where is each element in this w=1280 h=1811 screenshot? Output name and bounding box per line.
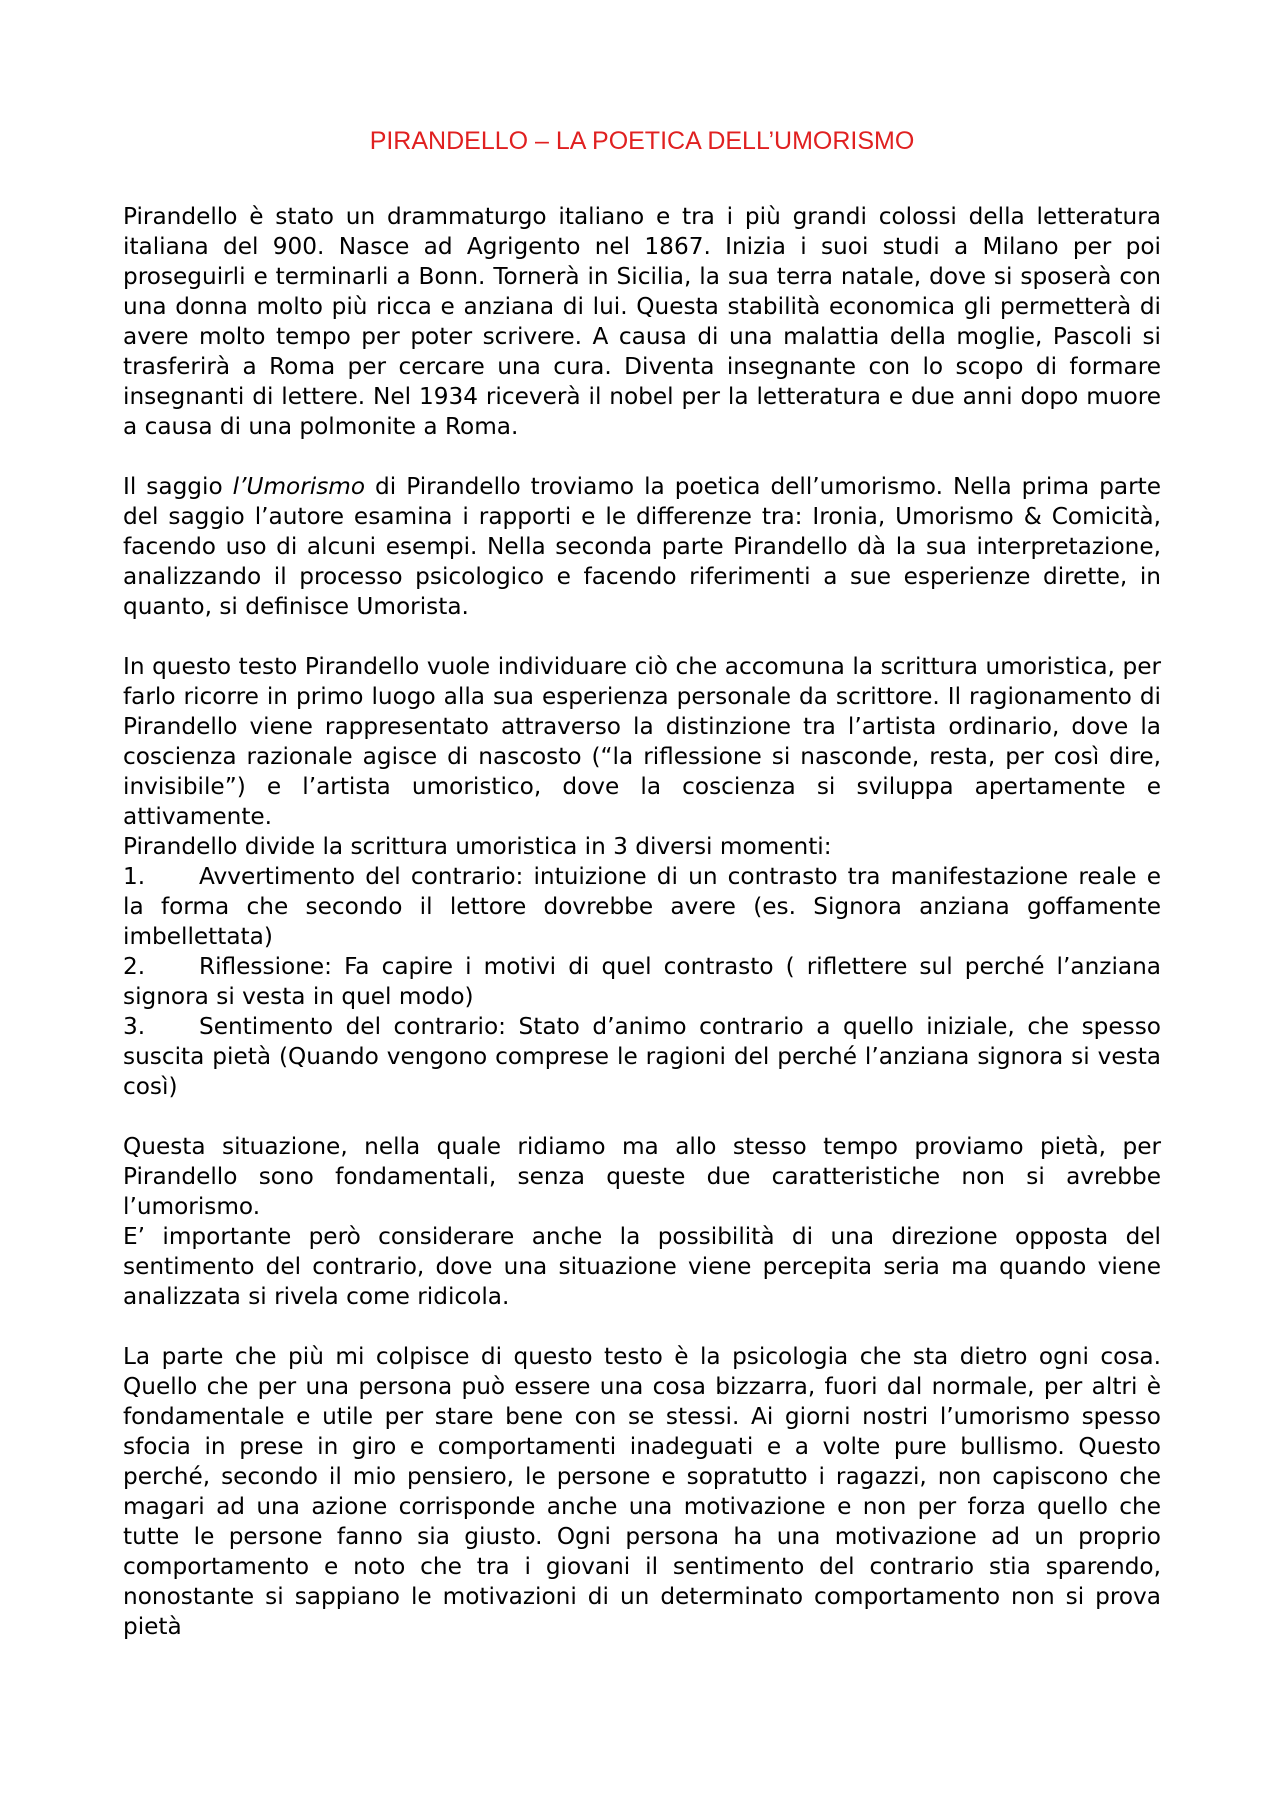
paragraph-analysis: In questo testo Pirandello vuole individuare ciò che accomuna la scrittura umoristica, per farlo ricorre in primo luogo alla sua esperienza personale da scrittore. Il ragionamento di Pirandello viene rappresentato attraverso la distinzione tra l’artista ordinario, dove la coscienza razionale agisce di nascosto (“la riflessione si nasconde, resta, per così dire, invisibile”) e l’artista umoristico, dove la coscienza si sviluppa apertamente e attivamente. — [123, 653, 1161, 830]
document-title: PIRANDELLO – LA POETICA DELL’UMORISMO — [369, 127, 915, 155]
list-item-number: 2. — [123, 953, 146, 980]
list-item — [123, 1012, 1161, 1102]
paragraph-personal-opinion: La parte che più mi colpisce di questo testo è la psicologia che sta dietro ogni cosa. Quello che per una persona può essere una cosa bizzarra, fuori dal normale, per altri è fondamentale e utile per stare bene con se stessi. Ai giorni nostri l’umorismo spesso sfocia in prese in giro e comportamenti inadeguati e a volte pure bullismo. Questo perché, secondo il mio pensiero, le persone e sopratutto i ragazzi, non capiscono che magari ad una azione corrisponde anche una motivazione e non per forza quello che tutte le persone fanno sia giusto. Ogni persona ha una motivazione ad un proprio comportamento e noto che tra i giovani il sentimento del contrario stia sparendo, nonostante si sappiano le motivazioni di un determinato comportamento non si prova pietà — [123, 1343, 1161, 1640]
essay-intro-after: di Pirandello troviamo la poetica dell’umorismo. Nella prima parte del saggio l’autore esamina i rapporti e le differenze tra: Ironia, Umorismo & Comicità, facendo uso di alcuni esempi. Nella seconda parte Pirandello dà la sua interpretazione, analizzando il processo psicologico e facendo riferimenti a sue esperienze dirette, in quanto, si definisce Umorista. — [123, 473, 1161, 620]
paragraph-biography: Pirandello è stato un drammaturgo italiano e tra i più grandi colossi della letteratura italiana del 900. Nasce ad Agrigento nel 1867. Inizia i suoi studi a Milano per poi proseguirli e terminarli a Bonn. Tornerà in Sicilia, la sua terra natale, dove si sposerà con una donna molto più ricca e anziana di lui. Questa stabilità economica gli permetterà di avere molto tempo per poter scrivere. A causa di una malattia della moglie, Pascoli si trasferirà a Roma per cercare una cura. Diventa insegnante con lo scopo di formare insegnanti di lettere. Nel 1934 riceverà il nobel per la letteratura e due anni dopo muore a causa di una polmonite a Roma. — [123, 203, 1161, 440]
moments-list — [123, 862, 1161, 1102]
list-item-text: Sentimento del contrario: Stato d’animo contrario a quello iniziale, che spesso suscita pietà (Quando vengono comprese le ragioni del perché l’anziana signora si vesta così) — [123, 1013, 1161, 1100]
paragraph-gap — [123, 442, 1161, 472]
list-item-text: Riflessione: Fa capire i motivi di quel contrasto ( riflettere sul perché l’anziana signora si vesta in quel modo) — [123, 953, 1161, 1010]
list-item-text: Avvertimento del contrario: intuizione di un contrasto tra manifestazione reale e la forma che secondo il lettore dovrebbe avere (es. Signora anziana goffamente imbellettata) — [123, 863, 1161, 950]
paragraph-gap — [123, 622, 1161, 652]
paragraph-gap — [123, 1312, 1161, 1342]
list-item — [123, 952, 1161, 1012]
essay-intro-before: Il saggio — [123, 473, 233, 500]
essay-title-italic: l’Umorismo — [232, 473, 366, 500]
paragraph-essay-intro — [123, 472, 1161, 622]
list-item-number: 1. — [123, 863, 146, 890]
list-item — [123, 862, 1161, 952]
paragraph-moments-intro: Pirandello divide la scrittura umoristica in 3 diversi momenti: — [123, 833, 832, 860]
document-page — [123, 126, 1161, 1642]
list-item-number: 3. — [123, 1013, 146, 1040]
paragraph-situation: Questa situazione, nella quale ridiamo ma allo stesso tempo proviamo pietà, per Pirandello sono fondamentali, senza queste due caratteristiche non si avrebbe l’umorismo. — [123, 1133, 1161, 1220]
paragraph-opposite-direction: E’ importante però considerare anche la possibilità di una direzione opposta del sentimento del contrario, dove una situazione viene percepita seria ma quando viene analizzata si rivela come ridicola. — [123, 1223, 1161, 1310]
paragraph-gap — [123, 1102, 1161, 1132]
